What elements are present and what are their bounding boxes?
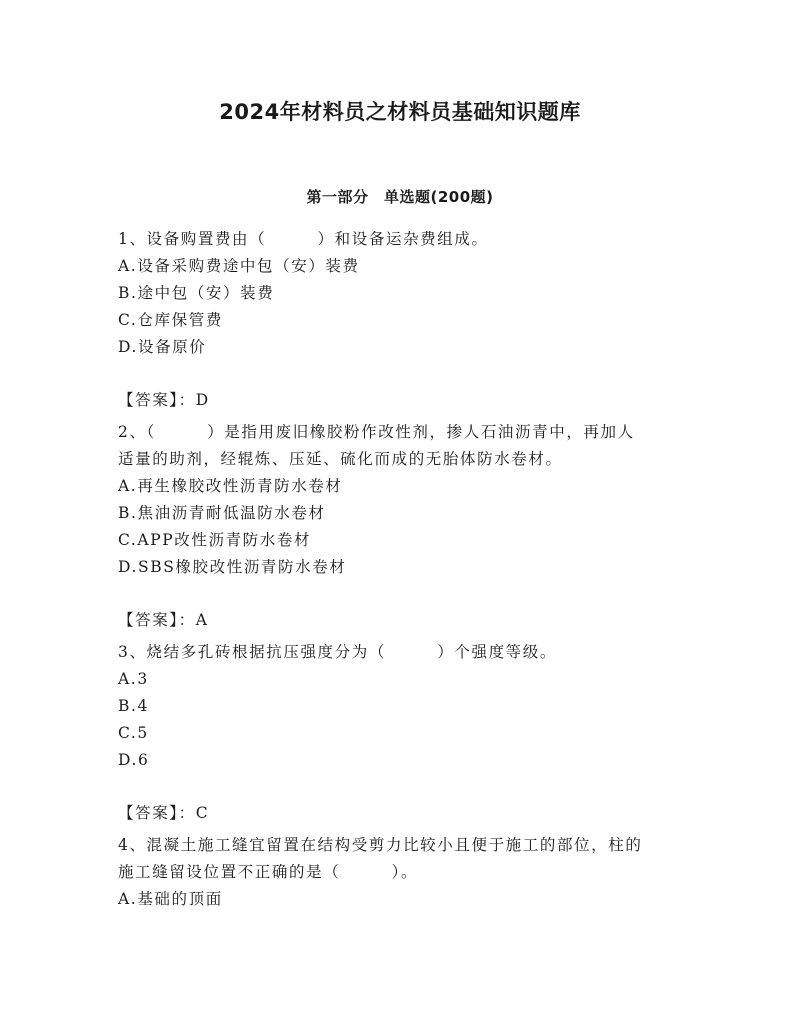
option-a: A.3 [118, 670, 149, 688]
option-d: D.SBS橡胶改性沥青防水卷材 [118, 558, 347, 576]
question-stem-line: 施工缝留设位置不正确的是（ ）。 [118, 863, 419, 881]
question-stem-line: 4、混凝土施工缝宜留置在结构受剪力比较小且便于施工的部位，柱的 [118, 836, 643, 854]
answer-label: 【答案】：C [118, 804, 210, 822]
option-d: D.设备原价 [118, 338, 207, 356]
option-b: B.4 [118, 697, 149, 715]
question-stem-line: 适量的助剂，经辊炼、压延、硫化而成的无胎体防水卷材。 [118, 450, 563, 468]
answer-label: 【答案】：A [118, 611, 209, 629]
question-stem-line: 1、设备购置费由（ ）和设备运杂费组成。 [118, 230, 489, 248]
question-4 [118, 832, 688, 913]
question-stem-line: 2、（ ）是指用废旧橡胶粉作改性剂，掺人石油沥青中，再加人 [118, 423, 635, 441]
section-title: 第一部分 单选题(200题) [306, 188, 494, 206]
option-b: B.焦油沥青耐低温防水卷材 [118, 504, 326, 522]
question-stem-line: 3、烧结多孔砖根据抗压强度分为（ ）个强度等级。 [118, 643, 557, 661]
answer-label: 【答案】：D [118, 391, 210, 409]
question-1 [118, 226, 688, 414]
question-3 [118, 639, 688, 827]
option-b: B.途中包（安）装费 [118, 284, 275, 302]
option-a: A.设备采购费途中包（安）装费 [118, 257, 360, 275]
option-c: C.仓库保管费 [118, 311, 223, 329]
document-title: 2024年材料员之材料员基础知识题库 [219, 100, 581, 124]
option-c: C.5 [118, 724, 149, 742]
option-c: C.APP改性沥青防水卷材 [118, 531, 312, 549]
question-2 [118, 419, 688, 634]
question-list [118, 226, 688, 913]
option-d: D.6 [118, 751, 150, 769]
option-a: A.基础的顶面 [118, 890, 223, 908]
option-a: A.再生橡胶改性沥青防水卷材 [118, 477, 343, 495]
